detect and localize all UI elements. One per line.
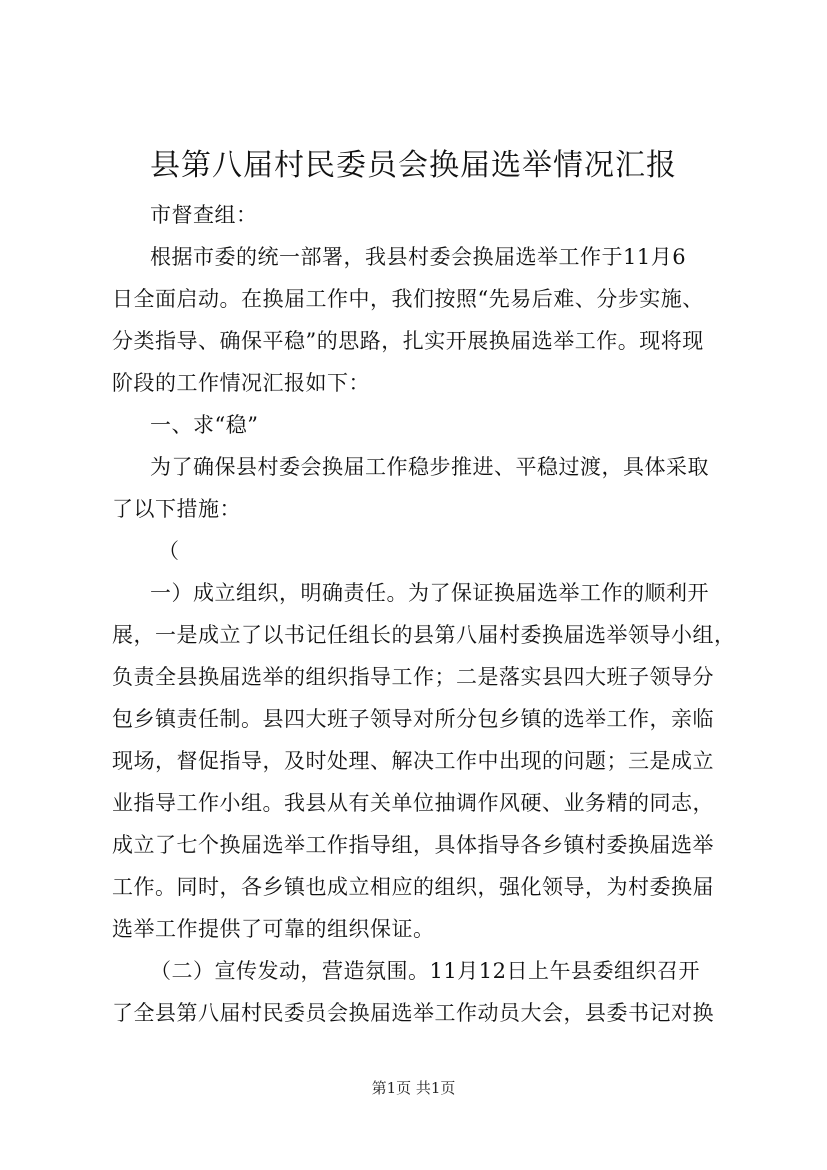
document-body: [112, 194, 736, 1034]
paragraph-line: 根据市委的统一部署，我县村委会换届选举工作于11月6: [150, 245, 687, 269]
salutation-line: 市督查组：: [150, 203, 258, 227]
paragraph-line: 包乡镇责任制。县四大班子领导对所分包乡镇的选举工作，亲临: [112, 707, 714, 731]
page-number-footer: 第1页 共1页: [371, 1079, 456, 1097]
paragraph-line: 现场，督促指导，及时处理、解决工作中出现的问题；三是成立: [112, 749, 714, 773]
paragraph-line: （二）宣传发动，营造氛围。11月12日上午县委组织召开: [150, 959, 700, 983]
paragraph-line: 选举工作提供了可靠的组织保证。: [112, 917, 435, 941]
paragraph-line: 成立了七个换届选举工作指导组，具体指导各乡镇村委换届选举: [112, 833, 714, 857]
paragraph-line: 阶段的工作情况汇报如下：: [112, 371, 370, 395]
paragraph-line: 了全县第八届村民委员会换届选举工作动员大会，县委书记对换: [112, 1001, 714, 1025]
section-heading: 一、求“稳”: [150, 413, 259, 437]
paragraph-line: 了以下措施：: [112, 497, 241, 521]
paragraph-line: 为了确保县村委会换届工作稳步推进、平稳过渡，具体采取: [150, 455, 709, 479]
paragraph-line: 展，一是成立了以书记任组长的县第八届村委换届选举领导小组，: [112, 623, 736, 647]
paragraph-line: 工作。同时，各乡镇也成立相应的组织，强化领导，为村委换届: [112, 875, 714, 899]
document-title: 县第八届村民委员会换届选举情况汇报: [150, 148, 677, 183]
paragraph-line: （: [158, 539, 180, 563]
paragraph-line: 日全面启动。在换届工作中，我们按照“先易后难、分步实施、: [112, 287, 704, 311]
paragraph-line: 一）成立组织，明确责任。为了保证换届选举工作的顺利开: [150, 581, 709, 605]
paragraph-line: 分类指导、确保平稳”的思路，扎实开展换届选举工作。现将现: [112, 329, 704, 353]
paragraph-line: 负责全县换届选举的组织指导工作；二是落实县四大班子领导分: [112, 665, 714, 689]
paragraph-line: 业指导工作小组。我县从有关单位抽调作风硬、业务精的同志，: [112, 791, 714, 815]
